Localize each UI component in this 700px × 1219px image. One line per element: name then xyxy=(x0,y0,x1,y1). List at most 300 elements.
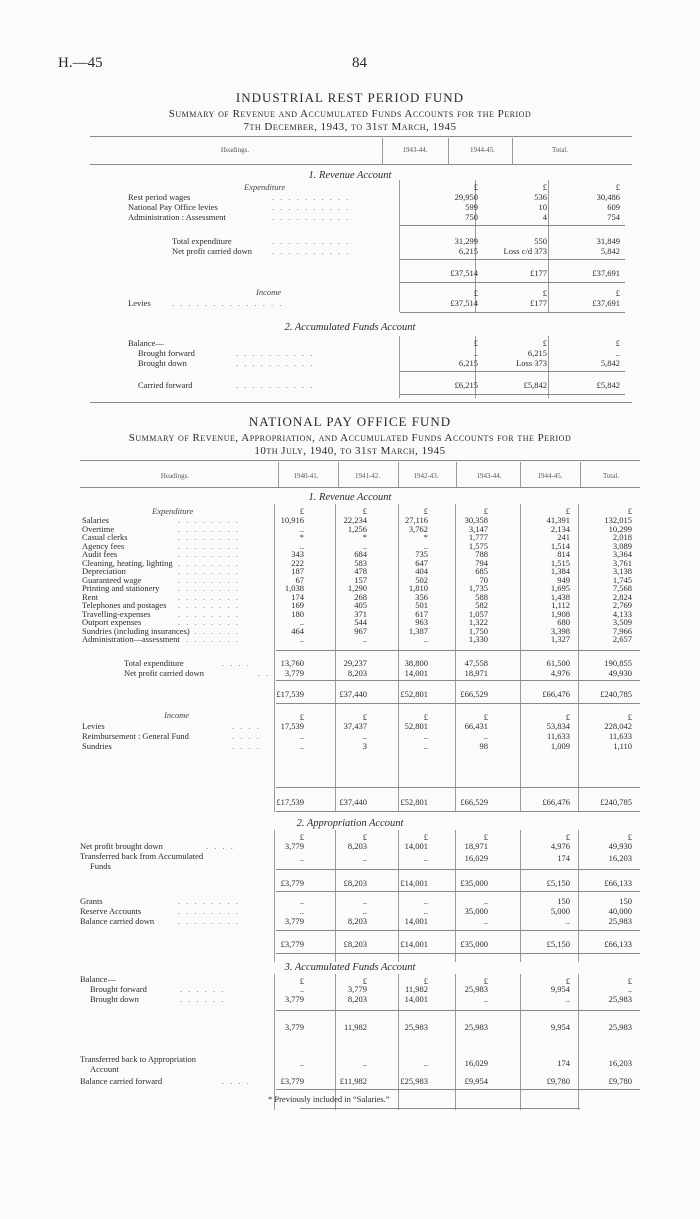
cell-value: 98 xyxy=(479,741,488,751)
cell-value: 37,437 xyxy=(343,721,367,731)
cell-value: 4,976 xyxy=(550,841,570,851)
leader-dots: . . . . . . xyxy=(180,994,226,1004)
cell-value: £5,842 xyxy=(523,380,547,390)
pound-sign: £ xyxy=(565,832,570,842)
cell-value: 22,234 xyxy=(343,515,367,525)
npo-approp-total-2: £3,779 xyxy=(280,939,304,949)
cell-value: 18,971 xyxy=(464,841,488,851)
npo-exp-label: Outport expenses xyxy=(82,617,142,627)
leader-dots: . . . . xyxy=(232,721,261,731)
cell-value: * xyxy=(362,532,367,542)
npo-rev-total: £52,801 xyxy=(400,689,428,699)
cell-value: 2,657 xyxy=(612,634,632,644)
npo-approp-total: £66,133 xyxy=(604,878,632,888)
leader-dots: . . . . . . . . xyxy=(178,574,240,585)
npo-inc-total: £17,539 xyxy=(276,797,304,807)
npo-col-1940-41: 1940-41. xyxy=(293,472,319,480)
npo-approp-total: £3,779 xyxy=(280,878,304,888)
leader-dots: . . . . . . xyxy=(180,984,226,994)
cell-value: 25,983 xyxy=(608,916,632,926)
irp-col-total: Total. xyxy=(551,146,569,154)
npo-exp-label: Audit fees xyxy=(82,549,118,559)
cell-value: 550 xyxy=(534,236,547,246)
cell-value: 10,916 xyxy=(280,515,304,525)
irp-net-profit-label: Net profit carried down xyxy=(172,246,253,256)
pound-sign: £ xyxy=(473,338,478,348)
cell-value: £177 xyxy=(530,298,547,308)
npo-exp-label: Sundries (including insurances) xyxy=(82,625,190,636)
rule xyxy=(276,650,640,651)
column-divider xyxy=(398,462,399,488)
cell-value: 963 xyxy=(415,617,428,627)
cell-value: 583 xyxy=(354,557,367,568)
cell-value: 4,976 xyxy=(550,668,570,678)
cell-value: 1,322 xyxy=(468,617,488,627)
pound-sign: £ xyxy=(362,506,367,516)
npo-rev-total: £66,476 xyxy=(542,689,570,699)
rule xyxy=(276,930,640,931)
npo-exp-label: Telephones and postages xyxy=(82,600,167,610)
cell-value: 754 xyxy=(607,212,620,222)
cell-value: 1,575 xyxy=(468,540,488,551)
rule xyxy=(276,1089,640,1090)
leader-dots: . . . . . . . . . . xyxy=(236,358,315,368)
cell-value: 501 xyxy=(415,600,428,610)
cell-value: 1,290 xyxy=(347,583,367,593)
npo-income-label: Income xyxy=(164,710,190,720)
cell-value: 3,779 xyxy=(347,984,367,994)
cell-value: 49,930 xyxy=(608,841,632,851)
pound-sign: £ xyxy=(362,712,367,722)
npo-acc-subtotal: 25,983 xyxy=(608,1022,632,1032)
cell-value: 680 xyxy=(557,617,570,627)
irp-levies-label: Levies xyxy=(128,298,151,308)
cell-value: 18,971 xyxy=(464,668,488,678)
cell-value: .. xyxy=(299,984,304,994)
cell-value: 180 xyxy=(291,608,304,619)
npo-exp-label: Salaries xyxy=(82,515,109,525)
leader-dots: . . xyxy=(258,668,271,678)
pound-sign: £ xyxy=(483,976,488,986)
cell-value: 967 xyxy=(354,625,367,636)
npo-top-rule xyxy=(80,460,640,461)
cell-value: .. xyxy=(423,906,428,916)
cell-value: 5,842 xyxy=(600,246,620,256)
cell-value: 47,558 xyxy=(464,658,488,668)
pound-sign: £ xyxy=(299,976,304,986)
leader-dots: . . . . xyxy=(232,741,261,751)
leader-dots: . . . . . . . . xyxy=(178,566,240,576)
rule xyxy=(276,869,640,870)
cell-value: 1,330 xyxy=(468,634,488,644)
rule xyxy=(400,225,625,226)
column-divider xyxy=(338,462,339,488)
cell-value: 404 xyxy=(415,566,428,576)
pound-sign: £ xyxy=(423,712,428,722)
npo-income-label-row: Levies xyxy=(82,721,105,731)
cell-value: .. xyxy=(483,994,488,1004)
cell-value: .. xyxy=(299,896,304,906)
cell-value: .. xyxy=(299,1058,304,1068)
cell-value: £5,842 xyxy=(596,380,620,390)
npo-approp-total: £35,000 xyxy=(460,878,488,888)
column-divider xyxy=(382,138,383,164)
leader-dots: . . . . . . . . . . xyxy=(272,246,351,256)
npo-acc-label: Brought down xyxy=(90,994,139,1004)
cell-value: 10 xyxy=(538,202,547,212)
cell-value: 1,735 xyxy=(468,583,488,593)
irp-col-1943-44: 1943-44. xyxy=(402,146,428,154)
pound-sign: £ xyxy=(362,832,367,842)
leader-dots: . . . . . . . . xyxy=(178,608,240,619)
cell-value: * xyxy=(423,532,428,542)
cell-value: 3 xyxy=(362,741,367,751)
pound-sign: £ xyxy=(627,832,632,842)
cell-value: £9,954 xyxy=(464,1076,488,1086)
cell-value: .. xyxy=(362,540,367,551)
npo-col-total: Total. xyxy=(602,472,620,480)
cell-value: 70 xyxy=(479,574,488,585)
cell-value: 11,982 xyxy=(404,984,428,994)
cell-value: 25,983 xyxy=(608,994,632,1004)
npo-acc-subtotal: 3,779 xyxy=(284,1022,304,1032)
cell-value: .. xyxy=(299,853,304,863)
column-divider xyxy=(512,138,513,164)
npo-rev-total: £17,539 xyxy=(276,689,304,699)
irp-bottom-rule xyxy=(90,402,632,403)
npo-col-headings: Headings. xyxy=(160,472,190,480)
cell-value: 6,215 xyxy=(527,348,547,358)
cell-value: 40,000 xyxy=(608,906,632,916)
cell-value: .. xyxy=(473,348,478,358)
npo-exp-label: Printing and stationery xyxy=(82,583,160,593)
npo-approp-total: £5,150 xyxy=(546,878,570,888)
cell-value: 478 xyxy=(354,566,367,576)
pound-sign: £ xyxy=(615,338,620,348)
irp-subtitle-1: Summary of Revenue and Accumulated Funds Accounts for the Period xyxy=(168,108,532,120)
cell-value: 52,801 xyxy=(404,721,428,731)
npo-total-exp-label: Total expenditure xyxy=(124,658,184,668)
cell-value: £37,691 xyxy=(592,298,620,308)
pound-sign: £ xyxy=(473,288,478,298)
irp-title: INDUSTRIAL REST PERIOD FUND xyxy=(235,90,465,105)
pound-sign: £ xyxy=(627,976,632,986)
cell-value: 3,138 xyxy=(612,566,632,576)
cell-value: 3,779 xyxy=(284,916,304,926)
cell-value: 241 xyxy=(557,532,570,542)
irp-subtitle-2: 7th December, 1943, to 31st March, 1945 xyxy=(243,121,457,133)
cell-value: 8,203 xyxy=(347,916,367,926)
cell-value: .. xyxy=(362,853,367,863)
pound-sign: £ xyxy=(615,288,620,298)
cell-value: 735 xyxy=(415,549,428,559)
irp-income-label: Income xyxy=(256,287,282,297)
npo-inc-total: £37,440 xyxy=(339,797,367,807)
cell-value: 1,110 xyxy=(613,741,632,751)
cell-value: 536 xyxy=(534,192,547,202)
npo-approp-label: Transferred back from Accumulated xyxy=(80,851,204,861)
cell-value: 30,486 xyxy=(596,192,620,202)
rule xyxy=(276,811,640,812)
cell-value: .. xyxy=(615,348,620,358)
leader-dots: . . . . . . . . xyxy=(178,532,240,542)
cell-value: 150 xyxy=(557,896,570,906)
npo-inc-total: £52,801 xyxy=(400,797,428,807)
cell-value: 1,515 xyxy=(550,557,570,568)
npo-approp-label-2: Grants xyxy=(80,896,103,906)
leader-dots: . . . . . . . . xyxy=(178,523,240,534)
cell-value: 599 xyxy=(465,202,478,212)
cell-value: .. xyxy=(362,731,367,741)
irp-total-exp-label: Total expenditure xyxy=(172,236,232,246)
cell-value: 30,358 xyxy=(464,515,488,525)
cell-value: .. xyxy=(483,731,488,741)
pound-sign: £ xyxy=(299,712,304,722)
leader-dots: . . . . . . . . . . xyxy=(236,380,315,390)
cell-value: 2,824 xyxy=(612,591,632,602)
cell-value: 1,384 xyxy=(550,566,570,576)
npo-acc-subtotal: 25,983 xyxy=(464,1022,488,1032)
npo-approp-total-2: £66,133 xyxy=(604,939,632,949)
rule xyxy=(400,394,625,395)
npo-rev-total: £66,529 xyxy=(460,689,488,699)
cell-value: 61,500 xyxy=(546,658,570,668)
page-number: 84 xyxy=(352,55,367,71)
cell-value: 371 xyxy=(354,608,367,619)
cell-value: 1,908 xyxy=(550,608,570,619)
cell-value: 228,042 xyxy=(604,721,632,731)
cell-value: 27,116 xyxy=(404,515,428,525)
cell-value: .. xyxy=(362,1058,367,1068)
leader-dots: . . . . . . . . xyxy=(178,591,240,602)
cell-value: 187 xyxy=(291,566,304,576)
leader-dots: . . . . . . . . xyxy=(178,916,240,926)
npo-header-rule xyxy=(80,487,640,488)
cell-value: 66,431 xyxy=(464,721,488,731)
leader-dots: . . . . . . . . xyxy=(178,896,240,906)
cell-value: 794 xyxy=(475,557,488,568)
npo-inc-total: £240,785 xyxy=(600,797,632,807)
irp-rev-total: £177 xyxy=(530,268,547,278)
rule xyxy=(400,282,625,283)
cell-value: .. xyxy=(299,741,304,751)
npo-acc-subtotal: 9,954 xyxy=(550,1022,570,1032)
leader-dots: . . . . . . . . xyxy=(178,557,240,568)
cell-value: 25,983 xyxy=(464,984,488,994)
leader-dots: . . . . . . . . xyxy=(178,625,240,636)
leader-dots: . . . . . . . . xyxy=(178,906,240,916)
column-divider xyxy=(456,462,457,488)
leader-dots: . . . . . . . . . . xyxy=(272,236,351,246)
cell-value: 1,009 xyxy=(550,741,570,751)
pound-sign: £ xyxy=(565,506,570,516)
cell-value: 157 xyxy=(354,574,367,585)
cell-value: 8,203 xyxy=(347,668,367,678)
cell-value: 174 xyxy=(557,853,570,863)
npo-approp-total: £14,001 xyxy=(400,878,428,888)
npo-col-1944-45: 1944-45. xyxy=(537,472,563,480)
npo-approp-label-cont: Funds xyxy=(90,861,111,871)
npo-transferred-label: Transferred back to Appropriation xyxy=(80,1054,197,1064)
npo-inc-total: £66,529 xyxy=(460,797,488,807)
cell-value: 343 xyxy=(291,549,304,559)
npo-subtitle-2: 10th July, 1940, to 31st March, 1945 xyxy=(254,445,446,457)
cell-value: 7,966 xyxy=(612,625,632,636)
cell-value: 3,779 xyxy=(284,994,304,1004)
column-divider xyxy=(448,138,449,164)
irp-header-rule xyxy=(90,164,632,165)
cell-value: 684 xyxy=(354,549,367,559)
cell-value: .. xyxy=(423,731,428,741)
pound-sign: £ xyxy=(299,506,304,516)
column-divider xyxy=(278,462,279,488)
irp-rev-total: £37,514 xyxy=(450,268,478,278)
cell-value: 5,000 xyxy=(550,906,570,916)
cell-value: 268 xyxy=(354,591,367,602)
cell-value: .. xyxy=(299,634,304,644)
cell-value: 174 xyxy=(291,591,304,602)
cell-value: 750 xyxy=(465,212,478,222)
cell-value: 617 xyxy=(415,608,428,619)
page-series: H.—45 xyxy=(58,55,103,71)
cell-value: 11,633 xyxy=(546,731,570,741)
irp-balance-label: Balance— xyxy=(128,338,164,348)
column-divider xyxy=(520,462,521,488)
cell-value: 16,029 xyxy=(464,1058,488,1068)
npo-approp-title: 2. Appropriation Account xyxy=(296,818,404,829)
cell-value: 14,001 xyxy=(404,916,428,926)
pound-sign: £ xyxy=(565,712,570,722)
npo-exp-label: Agency fees xyxy=(82,540,125,551)
cell-value: 2,134 xyxy=(550,523,570,534)
cell-value: 29,950 xyxy=(454,192,478,202)
cell-value: 1,112 xyxy=(551,600,570,610)
pound-sign: £ xyxy=(542,288,547,298)
cell-value: 13,760 xyxy=(280,658,304,668)
npo-transferred-label-cont: Account xyxy=(90,1064,119,1074)
npo-approp-total-2: £5,150 xyxy=(546,939,570,949)
npo-col-1941-42: 1941-42. xyxy=(354,472,381,480)
cell-value: 3,761 xyxy=(612,557,632,568)
npo-exp-label: Cleaning, heating, lighting xyxy=(82,557,173,568)
npo-net-profit-label: Net profit carried down xyxy=(124,668,205,678)
cell-value: 6,215 xyxy=(458,358,478,368)
cell-value: .. xyxy=(565,994,570,1004)
cell-value: 16,203 xyxy=(608,1058,632,1068)
npo-approp-total-2: £8,203 xyxy=(343,939,367,949)
cell-value: 31,299 xyxy=(454,236,478,246)
pound-sign: £ xyxy=(423,976,428,986)
irp-col-headings: Headings. xyxy=(220,146,250,154)
cell-value: 3,779 xyxy=(284,668,304,678)
leader-dots: . . . . . . . . . . xyxy=(272,192,351,202)
cell-value: 1,777 xyxy=(468,532,488,542)
leader-dots: . . . . . . . . xyxy=(178,583,240,593)
cell-value: 1,514 xyxy=(550,540,570,551)
cell-value: 647 xyxy=(415,557,428,568)
cell-value: 405 xyxy=(354,600,367,610)
cell-value: 2,769 xyxy=(612,600,632,610)
cell-value: £9,780 xyxy=(608,1076,632,1086)
rule xyxy=(276,1010,640,1011)
pound-sign: £ xyxy=(542,182,547,192)
pound-sign: £ xyxy=(483,832,488,842)
irp-exp-label: Rest period wages xyxy=(128,192,191,202)
pound-sign: £ xyxy=(483,506,488,516)
npo-approp-label: Net profit brought down xyxy=(80,841,163,851)
pound-sign: £ xyxy=(627,712,632,722)
cell-value: .. xyxy=(299,617,304,627)
cell-value: 6,215 xyxy=(458,246,478,256)
pound-sign: £ xyxy=(542,338,547,348)
cell-value: 8,203 xyxy=(347,841,367,851)
npo-exp-label: Depreciation xyxy=(82,566,126,576)
npo-rev-total: £37,440 xyxy=(339,689,367,699)
leader-dots: . . . . . . . . xyxy=(178,549,240,559)
pound-sign: £ xyxy=(423,506,428,516)
cell-value: .. xyxy=(362,906,367,916)
cell-value: 53,834 xyxy=(546,721,570,731)
rule xyxy=(276,953,640,954)
npo-title: NATIONAL PAY OFFICE FUND xyxy=(248,414,452,429)
rule xyxy=(276,703,640,704)
npo-exp-label: Guaranteed wage xyxy=(82,574,142,585)
npo-exp-label: Overtime xyxy=(82,523,115,534)
cell-value: 3,779 xyxy=(284,841,304,851)
leader-dots: . . . . . . . . xyxy=(178,634,240,644)
cell-value: 3,398 xyxy=(550,625,570,636)
cell-value: £25,983 xyxy=(400,1076,428,1086)
npo-exp-label: Casual clerks xyxy=(82,532,128,542)
pound-sign: £ xyxy=(362,976,367,986)
npo-exp-label: Rent xyxy=(82,591,99,602)
npo-col-1942-43: 1942-43. xyxy=(413,472,439,480)
cell-value: £37,514 xyxy=(450,298,478,308)
cell-value: 788 xyxy=(475,549,488,559)
cell-value: 1,256 xyxy=(347,523,367,534)
cell-value: .. xyxy=(362,896,367,906)
npo-subtitle-1: Summary of Revenue, Appropriation, and Accumulated Funds Accounts for the Period xyxy=(128,432,572,444)
cell-value: 502 xyxy=(415,574,428,585)
leader-dots: . . . . xyxy=(206,841,235,851)
cell-value: 132,015 xyxy=(604,515,632,525)
cell-value: .. xyxy=(483,916,488,926)
leader-dots: . . . . . . . . . . xyxy=(272,212,351,222)
leader-dots: . . . . xyxy=(222,658,251,668)
npo-col-1943-44: 1943-44. xyxy=(476,472,502,480)
cell-value: Loss 373 xyxy=(516,358,547,368)
cell-value: 41,391 xyxy=(546,515,570,525)
cell-value: .. xyxy=(299,540,304,551)
npo-revenue-title: 1. Revenue Account xyxy=(308,492,392,503)
npo-approp-total-2: £14,001 xyxy=(400,939,428,949)
cell-value: 1,750 xyxy=(468,625,488,636)
cell-value: 949 xyxy=(557,574,570,585)
leader-dots: . . . . . . . . xyxy=(178,540,240,551)
npo-approp-total: £8,203 xyxy=(343,878,367,888)
irp-col-1944-45: 1944-45. xyxy=(469,146,496,154)
cell-value: .. xyxy=(423,896,428,906)
cell-value: 14,001 xyxy=(404,841,428,851)
cell-value: 1,695 xyxy=(550,583,570,593)
cell-value: 190,855 xyxy=(604,658,632,668)
cell-value: 464 xyxy=(291,625,304,636)
cell-value: 150 xyxy=(619,896,632,906)
npo-approp-label-2: Reserve Accounts xyxy=(80,906,142,916)
cell-value: .. xyxy=(627,984,632,994)
cell-value: .. xyxy=(423,540,428,551)
npo-acc-subtotal: 11,982 xyxy=(343,1022,367,1032)
